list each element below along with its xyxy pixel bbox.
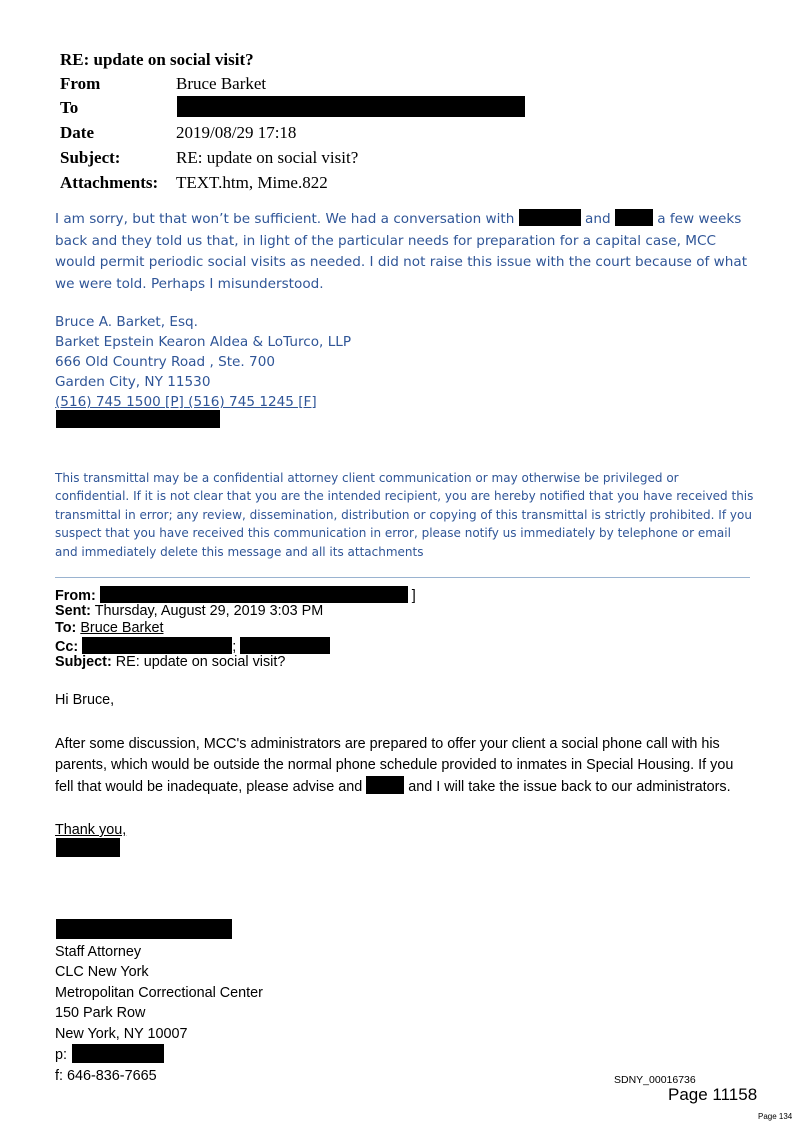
page-number: Page 11158 <box>668 1085 758 1104</box>
fwd-thanks: Thank you, <box>55 822 127 838</box>
redaction-name-2 <box>615 209 653 226</box>
header-subject-label: Subject: <box>60 148 121 167</box>
reply-text-and: and <box>585 211 611 227</box>
fwd-to-line <box>55 620 164 637</box>
fwd-subject-label: Subject: <box>55 654 112 670</box>
header-attachments-label: Attachments: <box>60 173 159 192</box>
sig-line-firm: Barket Epstein Kearon Aldea & LoTurco, LLP <box>55 334 352 350</box>
fwd-sig-phone-label: p: <box>55 1047 68 1063</box>
redaction-email <box>56 410 220 428</box>
redaction-name-1 <box>519 209 581 226</box>
fwd-sig-facility: Metropolitan Correctional Center <box>55 985 263 1001</box>
fwd-subject-value: RE: update on social visit? <box>115 654 286 670</box>
header-date-label: Date <box>60 123 94 142</box>
fwd-body-text-a: After some discussion, MCC's administrators are prepared to offer your client a social phone call with his parents, which would be outside the normal phone schedule provided to inmates in Special Housing. If you fell that would be inadequate, please advise and <box>55 736 734 795</box>
fwd-subject-line <box>55 654 285 671</box>
email-title: RE: update on social visit? <box>60 50 254 69</box>
sig-line-phone[interactable]: (516) 745 1500 [P] (516) 745 1245 [F] <box>55 394 317 410</box>
confidentiality-disclaimer: This transmittal may be a confidential attorney client communication or may otherwise be privileged or confidential. If it is not clear that you are the intended recipient, you are hereby notified that you have received this transmittal in error; any review, dissemination, distribution or copying of this transmittal is strictly prohibited. If you suspect that you have received this communication in error, please notify us immediately by telephone or email and immediately delete this message and all its attachments <box>55 471 754 559</box>
fwd-to-label: To: <box>55 620 77 636</box>
reply-paragraph <box>55 209 755 295</box>
header-date-value: 2019/08/29 17:18 <box>176 123 297 142</box>
fwd-sig-city: New York, NY 10007 <box>55 1026 188 1042</box>
fwd-body-text-b: and I will take the issue back to our administrators. <box>408 779 731 795</box>
fwd-cc-separator: ; <box>232 639 237 655</box>
message-separator <box>55 577 750 578</box>
reply-text-b: a few weeks back and they told us that, in light of the particular needs for preparation for a capital case, MCC would permit periodic social visits as needed. I did not raise this issue with the court because of what we were told. Perhaps I misunderstood. <box>55 211 748 292</box>
fwd-sig-street: 150 Park Row <box>55 1005 146 1021</box>
redaction-fwd-from <box>100 586 408 603</box>
fwd-sig-title: Staff Attorney <box>55 944 142 960</box>
redaction-cc-1 <box>82 637 232 654</box>
fwd-sent-value: Thursday, August 29, 2019 3:03 PM <box>94 603 324 619</box>
header-subject-value: RE: update on social visit? <box>176 148 359 167</box>
header-attachments-value: TEXT.htm, Mime.822 <box>176 173 328 192</box>
header-from-label: From <box>60 74 101 93</box>
header-from-value: Bruce Barket <box>176 74 267 93</box>
small-page-number: Page 134 <box>758 1112 793 1121</box>
fwd-greeting: Hi Bruce, <box>55 692 115 708</box>
reply-text-a: I am sorry, but that won’t be sufficient. We had a conversation with <box>55 211 515 227</box>
fwd-sig-fax: f: 646-836-7665 <box>55 1068 157 1084</box>
redaction-cc-2 <box>240 637 330 654</box>
fwd-sent-line <box>55 603 323 620</box>
redaction-phone <box>72 1044 164 1063</box>
fwd-body-paragraph <box>55 734 755 798</box>
sig-line-city: Garden City, NY 11530 <box>55 374 211 390</box>
redaction-sender-name <box>56 838 120 857</box>
header-to-label: To <box>60 98 79 117</box>
fwd-sig-office: CLC New York <box>55 964 149 980</box>
fwd-sent-label: Sent: <box>55 603 91 619</box>
redaction-to <box>177 96 525 117</box>
sig-line-address: 666 Old Country Road , Ste. 700 <box>55 354 276 370</box>
fwd-from-tail: ] <box>411 588 416 604</box>
fwd-cc-label: Cc: <box>55 639 79 655</box>
bates-number: SDNY_00016736 <box>614 1074 696 1086</box>
fwd-from-label: From: <box>55 588 96 604</box>
redaction-body-name <box>366 776 404 794</box>
redaction-sender-fullname <box>56 919 232 939</box>
fwd-to-value[interactable]: Bruce Barket <box>80 620 164 636</box>
sig-line-name: Bruce A. Barket, Esq. <box>55 314 198 330</box>
